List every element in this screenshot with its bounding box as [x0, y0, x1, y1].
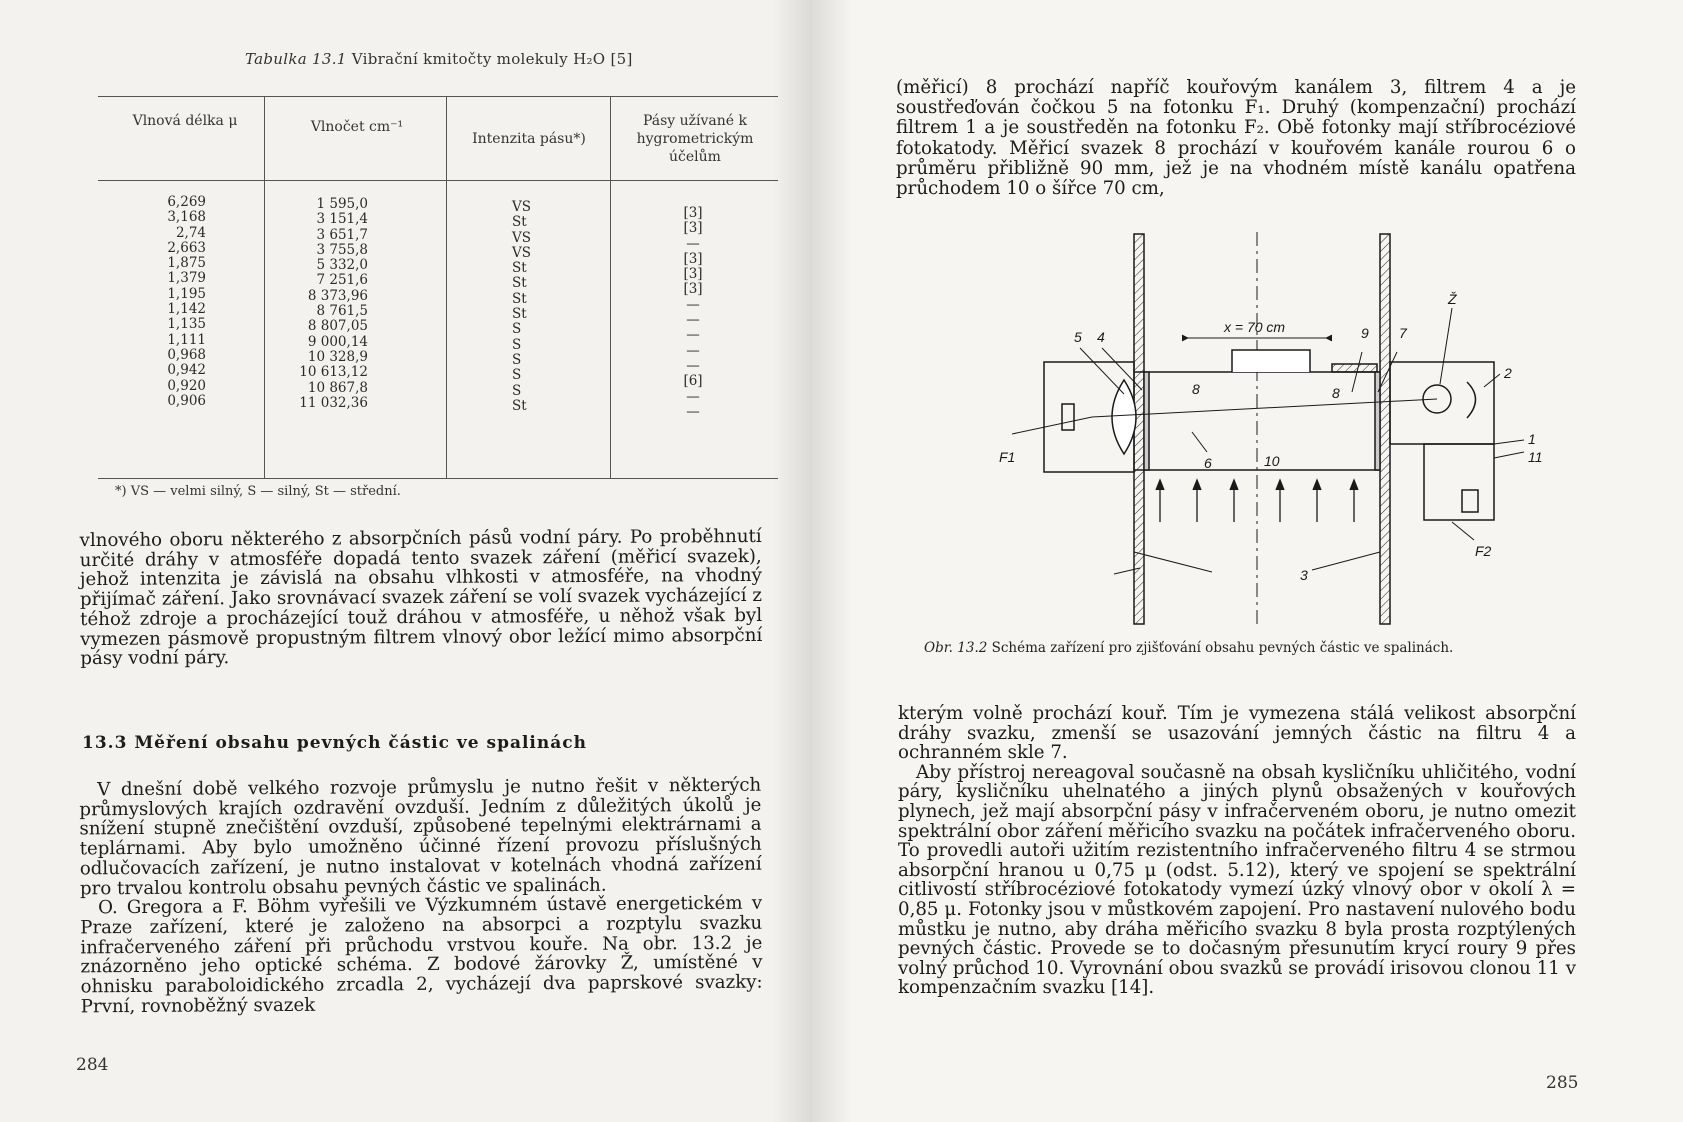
wavelength-cell: 0,942 [167, 362, 206, 379]
band-cell: [3] [683, 281, 703, 298]
table-caption [245, 50, 633, 68]
intensity-cell: St [512, 275, 527, 292]
intensity-cell: S [512, 336, 522, 353]
band-cell: — [686, 357, 700, 374]
paragraph-filter: Aby přístroj nereagoval současně na obsah kysličníku uhličitého, vodní páry, kysličníku uhelnatého a jiných plynů obsažených v kouřových plynech, jež mají absorpční pásy v infračerveném oboru, je nutno omezit spektrální obor záření měřicího svazku na počátek infračerveného oboru. To provedli autoři užitím rezistentního infračerveného filtru 4 se strmou absorpční hranou u 0,75 μ (odst. 5.12), který ve spojení se spektrální citlivostí stříbrocéziové fotokatody vymezí úzký vlnový obor v okolí λ = 0,85 μ. Fotonky jsou v můstkovém zapojení. Pro nastavení nulového bodu můstku je nutno, aby dráha měřicího svazku 8 byla prosta rozptýlených pevných částic. Provede se to dočasným přesunutím krycí roury 9 přes volný průchod 10. Vyrovnání obou svazků se provádí irisovou clonou 11 v kompenzačním svazku [14]. [898, 761, 1576, 999]
table-rule-header [98, 180, 778, 181]
table-caption-text: Vibrační kmitočty molekuly H₂O [5] [351, 50, 633, 68]
band-cell: [6] [683, 373, 703, 390]
label-dimension: x = 70 cm [1224, 319, 1286, 335]
intensity-cell: St [512, 260, 527, 277]
paragraph-measuring-beam [896, 78, 1576, 199]
paragraph-text: (měřicí) 8 prochází napříč kouřovým kanálem 3, filtrem 4 a je soustřeďován čočkou 5 na fotonku F₁. Druhý (kompenzační) prochází filtrem 1 a je soustředěn na fotonku F₂. Obě fotonky mají stříbrocéziové fotokatody. Měřicí svazek 8 prochází v kouřovém kanále rourou 6 o průměru přibližně 90 mm, jež je na vhodném místě kanálu opatřena průchodem 10 o šířce 70 cm, [896, 77, 1576, 200]
mirror-2 [1467, 382, 1476, 418]
table-col-divider-2 [446, 96, 447, 478]
wavenumber-cell: 9 000,14 [307, 333, 368, 350]
photocell-f1 [1062, 404, 1074, 430]
paragraph-industry: V dnešní době velkého rozvoje průmyslu je nutno řešit v některých průmyslových krajích ozdravění ovzduší. Jedním z důležitých úkolů je snížení stupně znečištění ovzduší, způsobené tepelnými elektrárnami a teplárnami. Aby bylo umožněno účinné řízení provozu příslušných odlučovacích zařízení, je nutno instalovat v kotelnách vhodná zařízení pro trvalou kontrolu obsahu pevných částic ve spalinách. [79, 774, 762, 899]
wavenumber-cell: 10 328,9 [307, 348, 368, 365]
paragraph-humidity [80, 527, 763, 669]
intensity-cell: S [512, 367, 522, 384]
table-rule-bottom [98, 478, 778, 479]
band-cell: — [686, 312, 700, 329]
label-10: 10 [1264, 453, 1280, 469]
wavenumber-cell: 3 755,8 [316, 241, 368, 258]
wavelength-cell: 1,875 [167, 255, 206, 272]
section-body [79, 776, 763, 1017]
cover-pipe-9 [1332, 364, 1377, 372]
label-1: 1 [1528, 431, 1536, 447]
table-col-divider-1 [264, 96, 265, 478]
wavelength-cell: 1,142 [167, 301, 206, 318]
band-cell: — [686, 235, 700, 252]
filter-4 [1144, 372, 1149, 470]
label-5: 5 [1074, 329, 1082, 345]
wavenumber-cell: 8 807,05 [307, 318, 368, 335]
table-header-wavenumber: Vlnočet cm⁻¹ [310, 119, 404, 135]
band-cell: — [686, 296, 700, 313]
intensity-cell: S [512, 382, 522, 399]
compensation-box [1424, 444, 1494, 520]
intensity-cell: St [512, 214, 527, 231]
table-rule-top [98, 96, 778, 97]
table-caption-prefix: Tabulka 13.1 [245, 50, 347, 68]
intensity-cell: VS [512, 199, 531, 215]
band-cell: — [686, 403, 700, 420]
wavenumber-cell: 11 032,36 [299, 394, 368, 411]
wavenumber-cell: 1 595,0 [316, 196, 368, 212]
table-header-intensity: Intenzita pásu*) [472, 131, 586, 147]
pipe-opening-10 [1232, 350, 1310, 372]
label-7: 7 [1399, 325, 1407, 341]
intensity-cell: VS [512, 229, 531, 246]
intensity-cell: St [512, 290, 527, 307]
intensity-cell: VS [512, 244, 531, 261]
right-body [898, 704, 1576, 998]
wavenumber-cell: 3 651,7 [316, 226, 368, 243]
band-cell: — [686, 342, 700, 359]
label-4: 4 [1097, 329, 1105, 345]
table-column-bands [670, 206, 716, 420]
wavelength-cell: 0,968 [167, 346, 206, 363]
label-f1: F1 [999, 449, 1016, 465]
paragraph-smoke: kterým volně prochází kouř. Tím je vymezena stálá velikost absorpční dráhy svazku, zmenší se usazování jemných částic na filtru 4 a ochranném skle 7. [898, 703, 1576, 764]
table-header-bands: Pásy užívané k hygrometrickým účelům [636, 113, 754, 165]
intensity-cell: S [512, 351, 522, 368]
channel-wall-right [1380, 234, 1390, 624]
intensity-cell: S [512, 321, 522, 338]
window-7 [1375, 372, 1380, 470]
table-column-wavelength [130, 195, 206, 409]
label-11: 11 [1528, 449, 1543, 465]
wavenumber-cell: 10 613,12 [299, 364, 368, 381]
wavelength-cell: 1,135 [167, 316, 206, 333]
wavelength-cell: 6,269 [167, 194, 206, 210]
band-cell: [3] [683, 250, 703, 267]
wavelength-cell: 3,168 [167, 209, 206, 226]
wavenumber-cell: 10 867,8 [307, 379, 368, 396]
wavenumber-cell: 8 373,96 [307, 287, 368, 304]
table-header-wavelength: Vlnová délka μ [132, 113, 238, 129]
gutter-shadow [812, 0, 852, 1122]
table-column-intensity [512, 200, 552, 414]
label-9: 9 [1361, 325, 1369, 341]
wavelength-cell: 0,906 [167, 392, 206, 409]
label-3: 3 [1300, 567, 1308, 583]
figure-caption-prefix: Obr. 13.2 [924, 640, 988, 656]
section-heading: 13.3 Měření obsahu pevných částic ve spalinách [82, 733, 587, 753]
table-column-wavenumber [280, 197, 368, 411]
figure-caption [924, 640, 1453, 656]
band-cell: [3] [683, 266, 703, 283]
wavenumber-cell: 5 332,0 [316, 257, 368, 274]
label-8b: 8 [1332, 385, 1340, 401]
band-cell: [3] [683, 205, 703, 221]
figure-caption-text: Schéma zařízení pro zjišťování obsahu pevných částic ve spalinách. [991, 640, 1454, 656]
wavenumber-cell: 3 151,4 [316, 211, 368, 228]
wavelength-cell: 1,111 [167, 331, 206, 348]
intensity-cell: St [512, 306, 527, 323]
left-page [0, 0, 812, 1122]
label-6: 6 [1204, 455, 1212, 471]
paragraph-device: O. Gregora a F. Böhm vyřešili ve Výzkumném ústavě energetickém v Praze zařízení, které je založeno na absorpci a rozptylu svazku infračerveného záření při průchodu vrstvou kouře. Na obr. 13.2 je znázorněno jeho optické schéma. Z bodové žárovky Ž, umístěné v ohnisku paraboloidického zrcadla 2, vycházejí dva paprskové svazky: První, rovnoběžný svazek [80, 892, 763, 1018]
band-cell: [3] [683, 220, 703, 237]
table-col-divider-3 [610, 96, 611, 478]
paragraph-text: vlnového oboru některého z absorpčních pásů vodní páry. Po proběhnutí určité dráhy v atmosféře dopadá tento svazek záření (měřicí svazek), jehož intenzita je závislá na obsahu vlhkosti v atmosféře, na vhodný přijímač záření. Jako srovnávací svazek záření se volí svazek vycházející z téhož zdroje a procházející touž dráhou v atmosféře, u něhož však byl vymezen pásmově propustným filtrem vlnový obor ležící mimo absorpční pásy vodní páry. [79, 525, 763, 670]
band-cell: — [686, 327, 700, 344]
label-f2: F2 [1475, 543, 1492, 559]
wavelength-cell: 2,74 [175, 224, 206, 241]
photocell-f2 [1462, 490, 1478, 512]
band-cell: — [686, 388, 700, 405]
right-page [812, 0, 1683, 1122]
lens-5 [1112, 380, 1136, 454]
page-number-left: 284 [76, 1055, 109, 1075]
label-z: Ž [1448, 291, 1457, 307]
page-number-right: 285 [1546, 1073, 1579, 1093]
wavelength-cell: 2,663 [167, 239, 206, 256]
label-8a: 8 [1192, 381, 1200, 397]
wavelength-cell: 1,379 [167, 270, 206, 287]
wavelength-cell: 0,920 [167, 377, 206, 394]
label-2: 2 [1504, 365, 1512, 381]
intensity-cell: St [512, 397, 527, 414]
table-footnote: *) VS — velmi silný, S — silný, St — střední. [115, 484, 401, 499]
wavelength-cell: 1,195 [167, 285, 206, 302]
wavenumber-cell: 8 761,5 [316, 303, 368, 320]
wavenumber-cell: 7 251,6 [316, 272, 368, 289]
gutter-shadow [772, 0, 812, 1122]
optical-schematic-diagram [892, 222, 1543, 632]
